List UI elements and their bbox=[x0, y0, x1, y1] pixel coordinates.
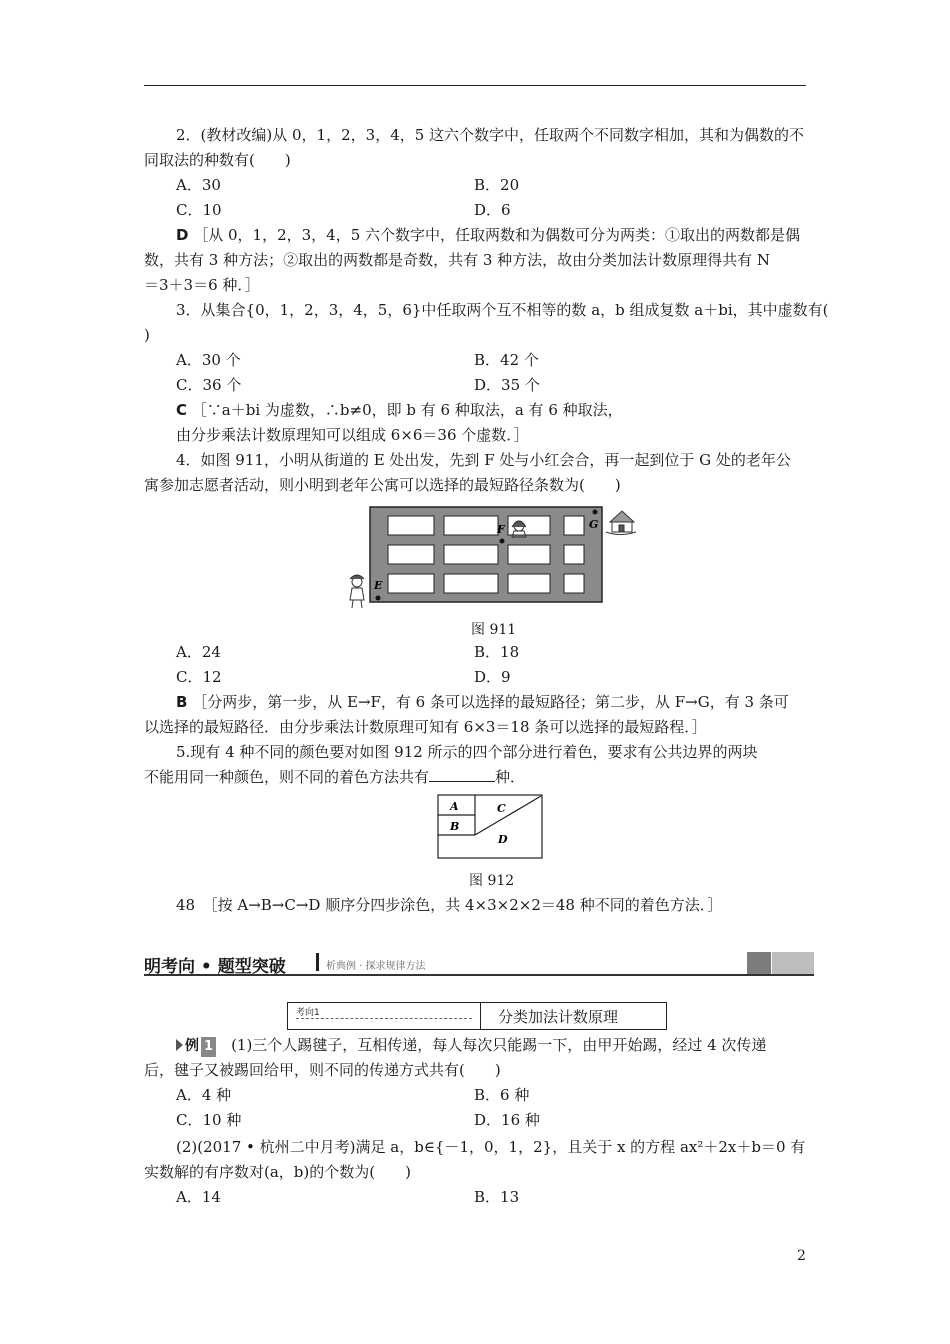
q3-answer-text1: ［∵a＋bi 为虚数，∴b≠0，即 b 有 6 种取法，a 有 6 种取法， bbox=[191, 401, 623, 419]
q5-stem-pre: 不能用同一种颜色，则不同的着色方法共有 bbox=[144, 768, 430, 786]
q4-answer-letter: B bbox=[176, 693, 188, 711]
figure-912-caption: 图 912 bbox=[469, 873, 515, 889]
block bbox=[388, 545, 434, 564]
example1-p1-line1: (1)三个人踢毽子，互相传递，每人每次只能踢一下，由甲开始踢，经过 4 次传递 bbox=[231, 1036, 767, 1054]
q4-stem-line2: 寓参加志愿者活动，则小明到老年公寓可以选择的最短路径条数为( ) bbox=[144, 476, 621, 494]
q4-answer-text1: ［分两步，第一步，从 E→F，有 6 条可以选择的最短路径；第二步，从 F→G，有 3 条可 bbox=[192, 693, 789, 711]
example1-option-a: A．4 种 bbox=[176, 1086, 232, 1104]
q5-stem-line2 bbox=[144, 767, 525, 787]
block bbox=[564, 545, 584, 564]
q3-stem-line1: 3．从集合{0，1，2，3，4，5，6}中任取两个互不相等的数 a，b 组成复数 a＋bi，其中虚数有( bbox=[176, 301, 829, 319]
q5-answer-text: ［按 A→B→C→D 顺序分四步涂色，共 4×3×2×2＝48 种不同的着色方法．］ bbox=[210, 896, 723, 914]
q3-option-a: A．30 个 bbox=[176, 351, 241, 369]
q4-answer-line2: 以选择的最短路径．由分步乘法计数原理可知有 6×3＝18 条可以选择的最短路程．］ bbox=[144, 718, 707, 736]
topic-tag-dashline bbox=[296, 1018, 472, 1019]
point-e-label: E bbox=[374, 579, 383, 592]
q2-option-c: C．10 bbox=[176, 201, 222, 219]
example1-line1 bbox=[176, 1035, 766, 1057]
q3-stem-line2: ) bbox=[144, 326, 150, 344]
q2-option-b: B．20 bbox=[474, 176, 520, 194]
section-title: 明考向 • 题型突破 bbox=[144, 957, 286, 977]
region-c-label: C bbox=[497, 802, 506, 815]
q3-option-c: C．36 个 bbox=[176, 376, 242, 394]
figure-911-caption: 图 911 bbox=[471, 622, 517, 638]
block bbox=[444, 545, 498, 564]
block bbox=[444, 516, 498, 535]
example1-option-c: C．10 种 bbox=[176, 1111, 242, 1129]
section-subtitle: 析典例 · 探求规律方法 bbox=[326, 961, 426, 972]
q4-stem-line1: 4．如图 911，小明从街道的 E 处出发，先到 F 处与小红会合，再一起到位于 G 处的老年公 bbox=[176, 451, 791, 469]
point-e-dot bbox=[376, 596, 381, 601]
boy-icon bbox=[350, 575, 364, 608]
block bbox=[388, 516, 434, 535]
region-a-label: A bbox=[450, 800, 459, 813]
q5-answer-value: 48 bbox=[176, 896, 196, 914]
example-arrow-icon bbox=[176, 1039, 183, 1051]
block bbox=[388, 574, 434, 593]
q3-option-b: B．42 个 bbox=[474, 351, 539, 369]
q2-option-a: A．30 bbox=[176, 176, 221, 194]
example1-p2-line1: (2)(2017 • 杭州二中月考)满足 a，b∈{－1，0，1，2}，且关于 x 的方程 ax²＋2x＋b＝0 有 bbox=[176, 1138, 806, 1156]
q5-answer-blank bbox=[429, 767, 495, 782]
q2-answer-line3: ＝3＋3＝6 种．］ bbox=[144, 276, 260, 294]
q5-stem-line1: 5.现有 4 种不同的颜色要对如图 912 所示的四个部分进行着色，要求有公共边界的两块 bbox=[176, 743, 758, 761]
point-f-dot bbox=[500, 539, 505, 544]
block bbox=[444, 574, 498, 593]
example1-option-d: D．16 种 bbox=[474, 1111, 540, 1129]
q2-stem-line1: 2．(教材改编)从 0，1，2，3，4，5 这六个数字中，任取两个不同数字相加，其和为偶数的不 bbox=[176, 126, 805, 144]
topic-tag: 考向1 bbox=[296, 1008, 320, 1018]
topic-title: 分类加法计数原理 bbox=[498, 1008, 619, 1026]
q3-option-d: D．35 个 bbox=[474, 376, 540, 394]
q5-answer-line bbox=[176, 895, 722, 915]
region-b-label: B bbox=[450, 820, 460, 833]
coloring-figure bbox=[437, 793, 545, 861]
point-f-label: F bbox=[497, 523, 505, 536]
q5-stem-post: 种． bbox=[495, 768, 526, 786]
example1-p1-line2: 后，毽子又被踢回给甲，则不同的传递方式共有( ) bbox=[144, 1061, 501, 1079]
section-decor-dark bbox=[747, 952, 771, 974]
q4-option-c: C．12 bbox=[176, 668, 222, 686]
q2-answer-line1 bbox=[176, 225, 800, 245]
topic-tag-cell bbox=[288, 1003, 481, 1029]
section-header bbox=[144, 950, 814, 976]
q4-option-b: B．18 bbox=[474, 643, 520, 661]
q4-answer-line1 bbox=[176, 692, 789, 712]
q3-answer-line2: 由分步乘法计数原理知可以组成 6×6＝36 个虚数．］ bbox=[176, 426, 529, 444]
example1-option-b: B．6 种 bbox=[474, 1086, 530, 1104]
q2-answer-text1: ［从 0，1，2，3，4，5 六个数字中，任取两数和为偶数可分为两类：①取出的两数都是偶 bbox=[193, 226, 801, 244]
page-number: 2 bbox=[797, 1248, 806, 1264]
q4-option-d: D．9 bbox=[474, 668, 511, 686]
section-rule bbox=[144, 974, 814, 976]
section-divider-bar bbox=[316, 953, 319, 971]
topic-box bbox=[287, 1002, 667, 1030]
header-rule bbox=[144, 85, 806, 86]
section-decor-light bbox=[772, 952, 814, 974]
block bbox=[508, 545, 550, 564]
q2-option-d: D．6 bbox=[474, 201, 511, 219]
q2-answer-line2: 数，共有 3 种方法；②取出的两数都是奇数，共有 3 种方法，故由分类加法计数原理得共有 N bbox=[144, 251, 771, 269]
house-icon bbox=[606, 511, 636, 535]
example-number-badge: 1 bbox=[201, 1037, 216, 1057]
block bbox=[508, 574, 550, 593]
q3-answer-line1 bbox=[176, 400, 623, 420]
example-tag: 例 bbox=[185, 1038, 199, 1054]
q2-answer-letter: D bbox=[176, 226, 189, 244]
point-g-dot bbox=[593, 510, 598, 515]
divider-cd bbox=[475, 796, 541, 835]
q3-answer-letter: C bbox=[176, 401, 188, 419]
point-g-label: G bbox=[589, 518, 599, 531]
street-map-figure bbox=[340, 497, 640, 609]
block bbox=[564, 574, 584, 593]
example1-p2-line2: 实数解的有序数对(a，b)的个数为( ) bbox=[144, 1163, 411, 1181]
example1-p2-option-b: B．13 bbox=[474, 1188, 520, 1206]
block bbox=[564, 516, 584, 535]
q4-option-a: A．24 bbox=[176, 643, 221, 661]
region-d-label: D bbox=[498, 833, 508, 846]
q2-stem-line2: 同取法的种数有( ) bbox=[144, 151, 291, 169]
example1-p2-option-a: A．14 bbox=[176, 1188, 221, 1206]
